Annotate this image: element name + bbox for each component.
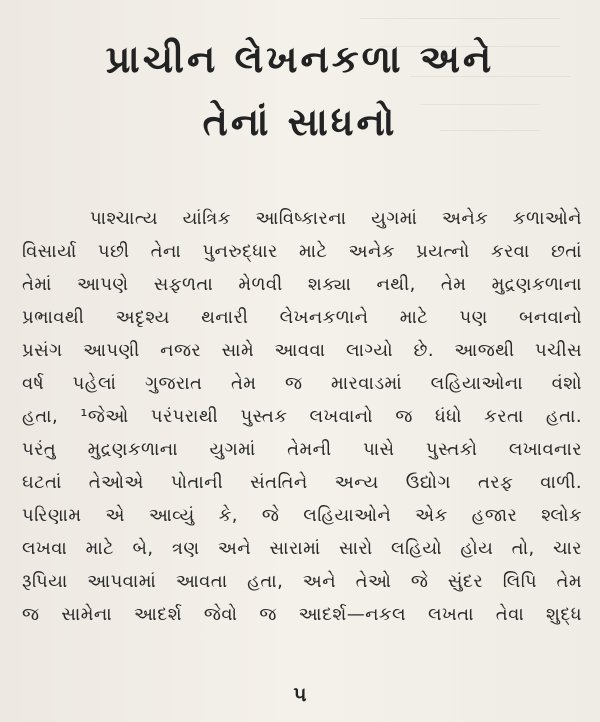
text-line: વર્ષ પહેલાં ગુજરાત તેમ જ મારવાડમાં લહિયાઓના વંશો (22, 373, 582, 394)
text-line: પરંતુ મુદ્રણકળાના યુગમાં તેમની પાસે પુસ્તકો લખાવનાર (22, 439, 582, 460)
text-line: ઘટતાં તેઓએ પોતાની સંતતિને અન્ય ઉદ્યોગ તરફ વાળી. (22, 472, 582, 493)
text-line: લખવા માટે બે, ત્રણ અને સારામાં સારો લહિયો હોય તો, ચાર (22, 538, 582, 559)
page-number: ૫ (293, 682, 307, 706)
chapter-title-line-1: પ્રાચીન લેખનકળા અને (105, 37, 495, 81)
text-line: હતા, ¹જેઓ પરંપરાથી પુસ્તક લખવાનો જ ધંધો કરતા હતા. (22, 406, 582, 427)
body-paragraph (22, 202, 582, 631)
text-line: પરિણામ એ આવ્યું કે, જે લહિયાઓને એક હજાર શ્લોક (22, 505, 582, 526)
text-line: તેમાં આપણે સફળતા મેળવી શક્યા નથી, તેમ મુદ્રણકળાના (22, 274, 582, 295)
text-line: પ્રભાવથી અદૃશ્ય થનારી લેખનકળાને માટે પણ બનવાનો (22, 307, 582, 328)
text-line: વિસાર્યા પછી તેના પુનરુદ્ધાર માટે અનેક પ્રયત્નો કરવા છતાં (22, 241, 582, 262)
text-line: પાશ્ચાત્ય યાંત્રિક આવિષ્કારના યુગમાં અનેક કળાઓને (90, 208, 582, 229)
text-line: જ સામેના આદર્શ જેવો જ આદર્શ—નકલ લખતા તેવા શુદ્ધ (22, 604, 582, 625)
chapter-title-line-2: તેનાં સાધનો (202, 100, 398, 144)
text-line: રૂપિયા આપવામાં આવતા હતા, અને તેઓ જે સુંદર લિપિ તેમ (22, 571, 582, 592)
text-line: પ્રસંગ આપણી નજર સામે આવવા લાગ્યો છે. આજથી પચીસ (22, 340, 582, 361)
